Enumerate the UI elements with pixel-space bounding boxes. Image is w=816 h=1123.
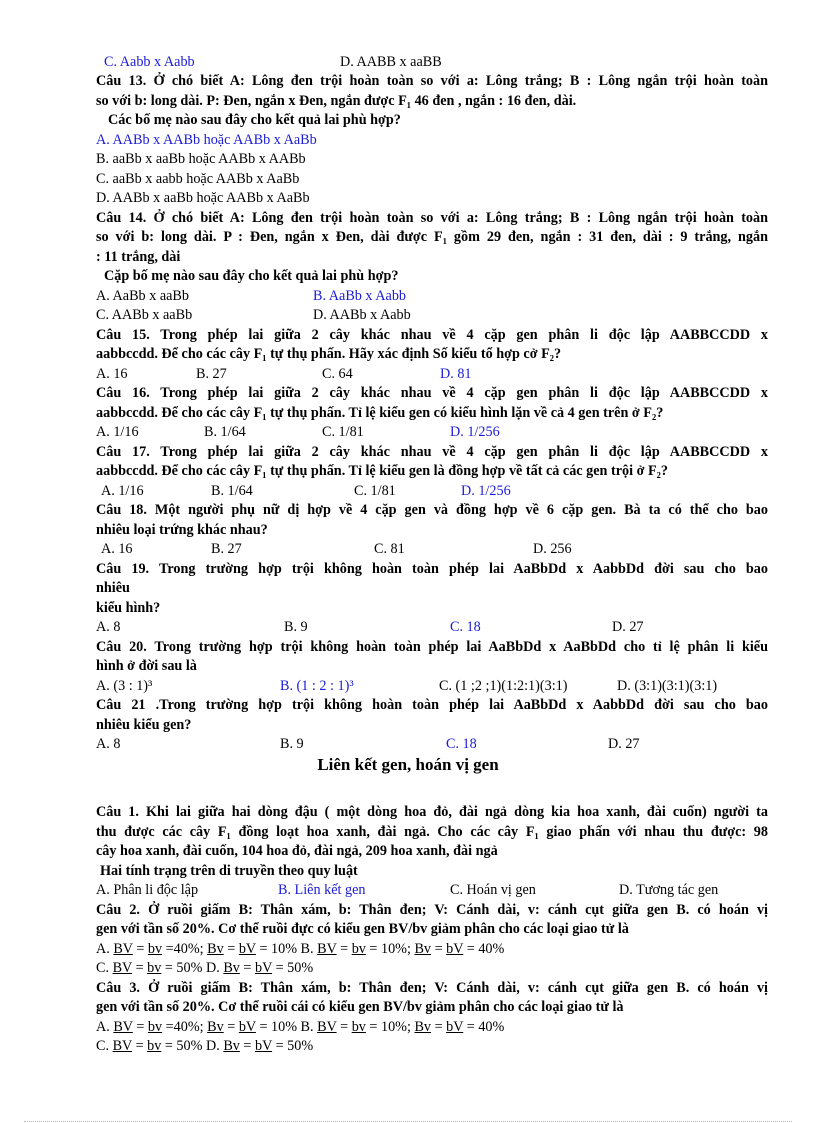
q15-option-d: D. 81 — [440, 365, 472, 382]
q20-option-d: D. (3:1)(3:1)(3:1) — [617, 677, 718, 694]
question-13-line2: so với b: long dài. P: Đen, ngắn x Đen, ngắn được F₁ 46 đen , ngắn : 16 đen, dài. — [96, 92, 577, 109]
s1-options — [96, 881, 768, 901]
s3-options-row1: A. BV = bv =40%; Bv = bV = 10% B. BV = bv = 10%; Bv = bV = 40% — [96, 1018, 505, 1035]
q14-option-d: D. AABb x Aabb — [313, 307, 411, 323]
section-question-2-line2: gen với tần số 20%. Cơ thể ruồi đực có kiểu gen BV/bv giảm phân cho các loại giao tử là — [96, 921, 629, 937]
page-bottom-divider — [24, 1121, 792, 1122]
q14-options-row2 — [96, 306, 768, 326]
s3-options-row2: C. BV = bv = 50% D. Bv = bV = 50% — [96, 1038, 314, 1054]
question-21-line1: Câu 21 .Trong trường hợp trội không hoàn toàn phép lai AaBbDd x AabbDd đời sau cho bao — [96, 697, 768, 713]
section-question-1-line2: thu được các cây F₁ đồng loạt hoa xanh, đài ngả. Cho các cây F₁ giao phấn với nhau thu được: 98 — [96, 823, 768, 840]
section-title: Liên kết gen, hoán vị gen — [317, 755, 499, 774]
question-19-line3: kiểu hình? — [96, 599, 161, 616]
section-question-2-line1: Câu 2. Ở ruồi giấm B: Thân xám, b: Thân đen; V: Cánh dài, v: cánh cụt giữa gen B. có hoán vị — [96, 901, 768, 918]
question-19-line2: nhiêu — [96, 580, 130, 596]
q20-option-a: A. (3 : 1)³ — [96, 677, 153, 694]
q18-option-a: A. 16 — [101, 541, 133, 557]
q19-option-c: C. 18 — [450, 619, 481, 635]
q15-option-a: A. 16 — [96, 365, 128, 382]
question-20-line2: hình ở đời sau là — [96, 658, 197, 674]
s1-option-d: D. Tương tác gen — [619, 882, 719, 898]
q21-option-d: D. 27 — [608, 736, 640, 752]
question-16-line2: aabbccdd. Để cho các cây F₁ tự thụ phấn. Tỉ lệ kiểu gen có kiểu hình lặn về cả 4 gen trên ở F₂? — [96, 404, 664, 421]
s1-option-c: C. Hoán vị gen — [450, 882, 536, 898]
section-question-1-line1: Câu 1. Khi lai giữa hai dòng đậu ( một dòng hoa đỏ, đài ngả dòng kia hoa xanh, đài cuốn) người ta — [96, 804, 768, 820]
q18-options — [96, 540, 768, 560]
option-d: D. AABB x aaBB — [340, 54, 442, 70]
question-14-line3: : 11 trắng, dài — [96, 248, 181, 265]
question-15-line2: aabbccdd. Để cho các cây F₁ tự thụ phấn. Hãy xác định Số kiểu tổ hợp cở F₂? — [96, 346, 562, 362]
q16-options — [96, 423, 768, 443]
question-14-line2: so với b: long dài. P : Đen, ngắn x Đen, dài được F₁ gồm 29 đen, ngắn : 31 đen, dài : 9 trắng, ngắn — [96, 229, 768, 245]
question-16-line1: Câu 16. Trong phép lai giữa 2 cây khác nhau về 4 cặp gen phân li độc lập AABBCCDD x — [96, 385, 768, 401]
s1-option-a: A. Phân li độc lập — [96, 882, 199, 898]
q13-option-b: B. aaBb x aaBb hoặc AABb x AABb — [96, 151, 306, 167]
s2-options-row2: C. BV = bv = 50% D. Bv = bV = 50% — [96, 960, 314, 976]
option-row — [96, 53, 768, 73]
q14-option-b: B. AaBb x Aabb — [313, 287, 407, 304]
q16-option-c: C. 1/81 — [322, 424, 364, 440]
q21-option-b: B. 9 — [280, 736, 304, 752]
question-19-line1: Câu 19. Trong trường hợp trội không hoàn toàn phép lai AaBbDd x AabbDd đời sau cho bao — [96, 560, 768, 577]
section-question-1-prompt: Hai tính trạng trên di truyền theo quy luật — [100, 862, 358, 879]
question-18-line2: nhiêu loại trứng khác nhau? — [96, 521, 268, 538]
q18-option-b: B. 27 — [211, 541, 242, 557]
q14-options-row1 — [96, 287, 768, 307]
q17-options — [96, 482, 768, 502]
q19-options — [96, 618, 768, 638]
section-question-3-line2: gen với tần số 20%. Cơ thể ruồi cái có kiểu gen BV/bv giảm phân cho các loại giao tử là — [96, 999, 624, 1015]
q16-option-b: B. 1/64 — [204, 424, 246, 440]
question-14-line1: Câu 14. Ở chó biết A: Lông đen trội hoàn toàn so với a: Lông trắng; B : Lông ngắn trội hoàn toàn — [96, 209, 768, 226]
q15-options — [96, 365, 768, 385]
q18-option-c: C. 81 — [374, 541, 405, 557]
q21-options — [96, 735, 768, 755]
q16-option-a: A. 1/16 — [96, 424, 139, 440]
q14-option-a: A. AaBb x aaBb — [96, 287, 189, 304]
section-question-3-line1: Câu 3. Ở ruồi giấm B: Thân xám, b: Thân đen; V: Cánh dài, v: cánh cụt giữa gen B. có hoán vị — [96, 979, 768, 996]
q17-option-d: D. 1/256 — [461, 482, 511, 499]
q16-option-d: D. 1/256 — [450, 424, 500, 440]
question-15-line1: Câu 15. Trong phép lai giữa 2 cây khác nhau về 4 cặp gen phân li độc lập AABBCCDD x — [96, 326, 768, 343]
q17-option-c: C. 1/81 — [354, 482, 396, 499]
q20-option-c: C. (1 ;2 ;1)(1:2:1)(3:1) — [439, 677, 568, 694]
q21-option-a: A. 8 — [96, 736, 121, 752]
q17-option-b: B. 1/64 — [211, 482, 253, 499]
question-20-line1: Câu 20. Trong trường hợp trội không hoàn toàn phép lai AaBbDd x AaBbDd cho tỉ lệ phân li kiểu — [96, 638, 768, 655]
q20-options — [96, 677, 768, 697]
q17-option-a: A. 1/16 — [101, 482, 144, 499]
q15-option-c: C. 64 — [322, 365, 353, 382]
s2-options-row1: A. BV = bv =40%; Bv = bV = 10% B. BV = bv = 10%; Bv = bV = 40% — [96, 940, 505, 957]
q14-option-c: C. AABb x aaBb — [96, 307, 193, 323]
q15-option-b: B. 27 — [196, 365, 227, 382]
q20-option-b: B. (1 : 2 : 1)³ — [280, 677, 354, 694]
s1-option-b: B. Liên kết gen — [278, 882, 366, 898]
question-21-line2: nhiêu kiểu gen? — [96, 716, 192, 733]
q19-option-b: B. 9 — [284, 619, 308, 635]
q19-option-a: A. 8 — [96, 619, 121, 635]
question-14-prompt: Cặp bố mẹ nào sau đây cho kết quả lai phù hợp? — [104, 268, 399, 284]
q18-option-d: D. 256 — [533, 541, 572, 557]
q21-option-c: C. 18 — [446, 736, 477, 752]
question-13-prompt: Các bố mẹ nào sau đây cho kết quả lai phù hợp? — [108, 112, 401, 128]
q19-option-d: D. 27 — [612, 619, 644, 635]
q13-option-a: A. AABb x AABb hoặc AABb x AaBb — [96, 131, 317, 148]
option-c: C. Aabb x Aabb — [104, 54, 195, 70]
question-17-line2: aabbccdd. Để cho các cây F₁ tự thụ phấn. Tỉ lệ kiểu gen là đồng hợp về tất cả các gen trội ở F₂? — [96, 463, 668, 479]
q13-option-d: D. AABb x aaBb hoặc AABb x AaBb — [96, 190, 310, 206]
section-question-1-line3: cây hoa xanh, đài cuốn, 104 hoa đỏ, đài ngả, 209 hoa xanh, đài ngả — [96, 843, 498, 859]
question-13-line1: Câu 13. Ở chó biết A: Lông đen trội hoàn toàn so với a: Lông trắng; B : Lông ngắn trội hoàn toàn — [96, 73, 768, 89]
question-18-line1: Câu 18. Một người phụ nữ dị hợp về 4 cặp gen và đồng hợp về 6 cặp gen. Bà ta có thể cho bao — [96, 502, 768, 518]
q13-option-c: C. aaBb x aabb hoặc AABb x AaBb — [96, 170, 300, 187]
question-17-line1: Câu 17. Trong phép lai giữa 2 cây khác nhau về 4 cặp gen phân li độc lập AABBCCDD x — [96, 443, 768, 460]
